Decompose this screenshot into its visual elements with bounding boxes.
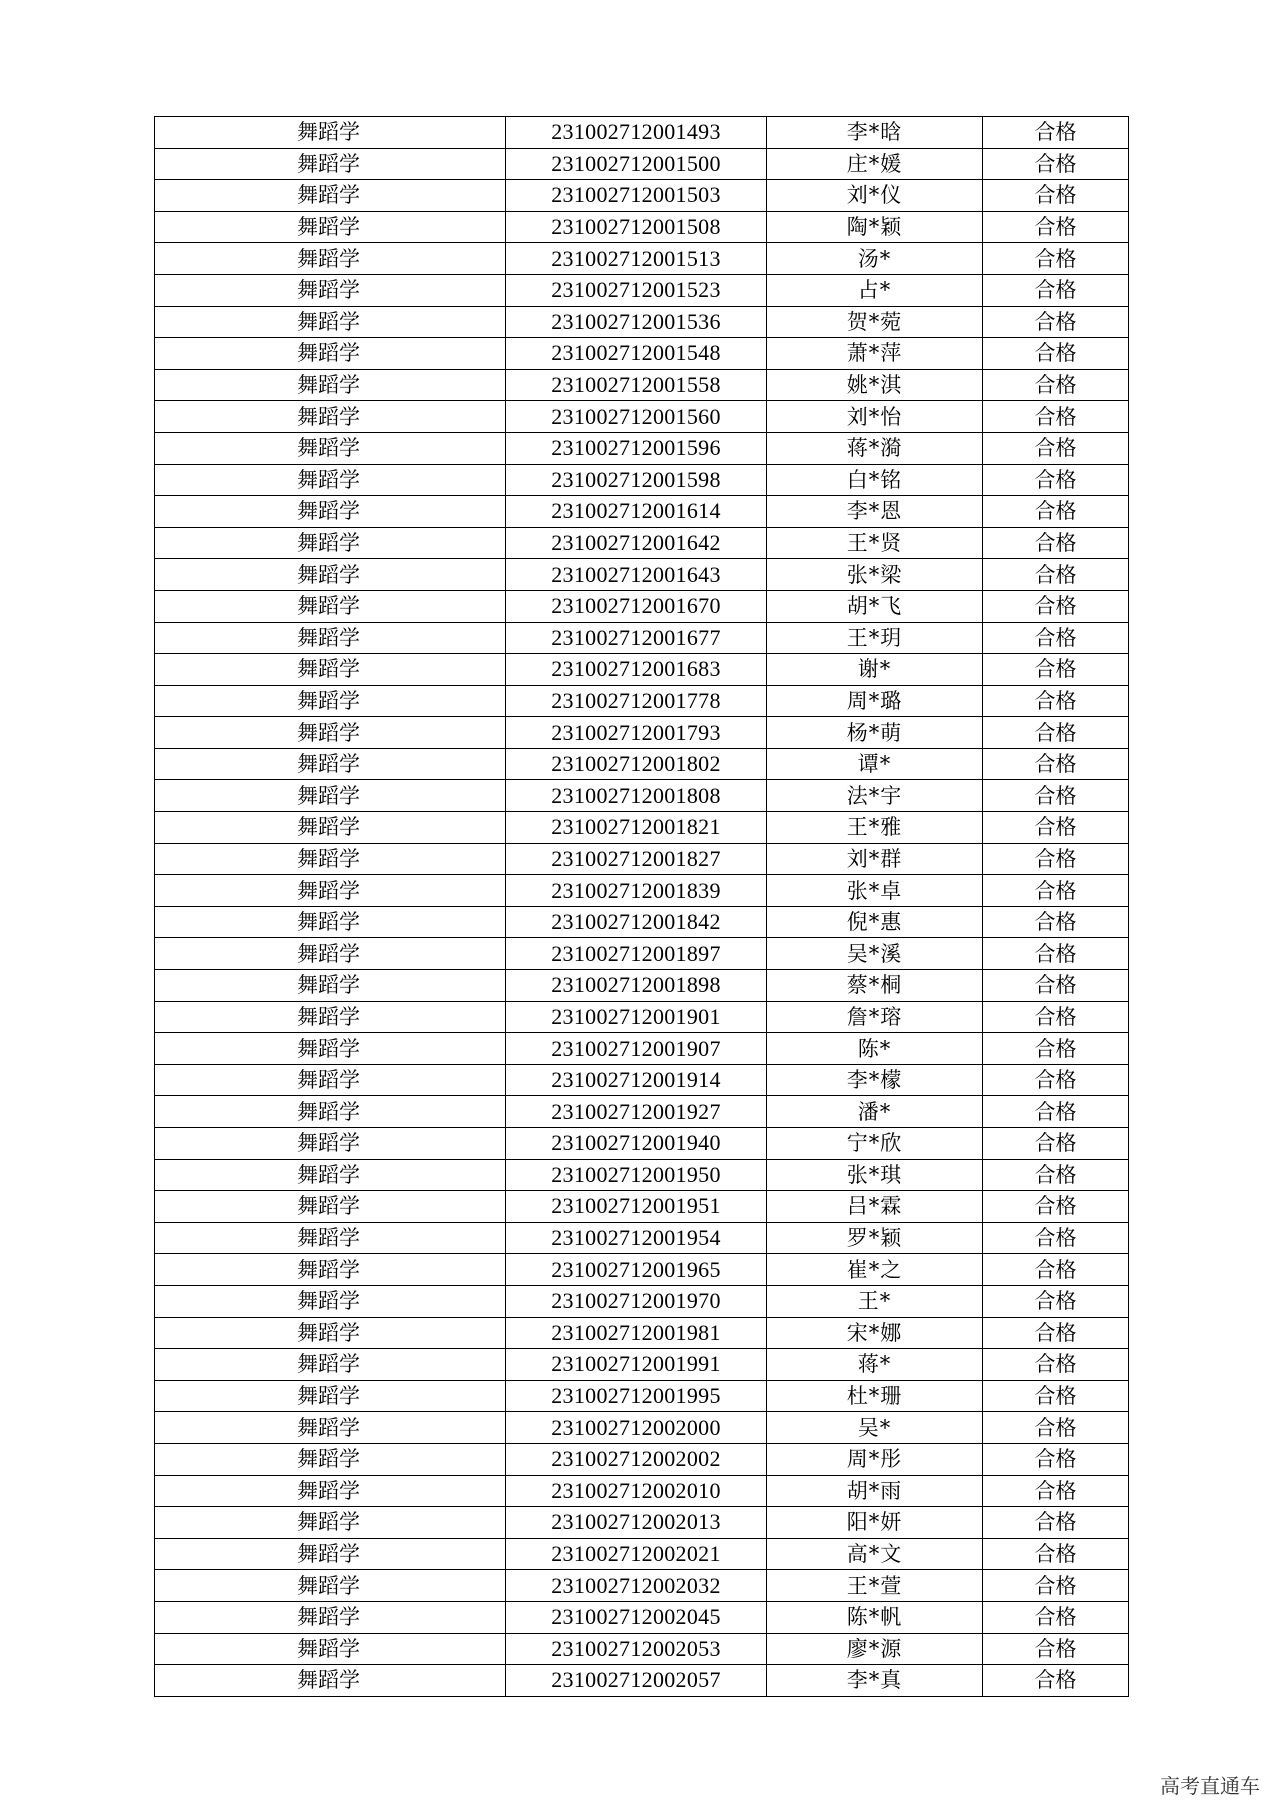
major-cell: 舞蹈学 <box>155 1191 506 1223</box>
candidate-name-cell: 陶*颖 <box>767 211 983 243</box>
candidate-id-cell: 231002712001683 <box>506 654 767 686</box>
result-cell: 合格 <box>983 369 1129 401</box>
candidate-name-cell: 张*梁 <box>767 559 983 591</box>
table-row <box>155 180 1129 212</box>
candidate-name-cell: 李*晗 <box>767 117 983 149</box>
result-cell: 合格 <box>983 875 1129 907</box>
table-row <box>155 590 1129 622</box>
result-cell: 合格 <box>983 1633 1129 1665</box>
candidate-name-cell: 刘*群 <box>767 843 983 875</box>
table-row <box>155 1064 1129 1096</box>
result-cell: 合格 <box>983 180 1129 212</box>
candidate-name-cell: 胡*飞 <box>767 590 983 622</box>
table-row <box>155 559 1129 591</box>
candidate-name-cell: 蒋* <box>767 1349 983 1381</box>
major-cell: 舞蹈学 <box>155 1064 506 1096</box>
result-cell: 合格 <box>983 1317 1129 1349</box>
result-cell: 合格 <box>983 401 1129 433</box>
result-cell: 合格 <box>983 717 1129 749</box>
result-cell: 合格 <box>983 1222 1129 1254</box>
table-row <box>155 812 1129 844</box>
table-row <box>155 432 1129 464</box>
candidate-name-cell: 贺*菀 <box>767 306 983 338</box>
major-cell: 舞蹈学 <box>155 432 506 464</box>
candidate-id-cell: 231002712001821 <box>506 812 767 844</box>
major-cell: 舞蹈学 <box>155 717 506 749</box>
table-row <box>155 401 1129 433</box>
major-cell: 舞蹈学 <box>155 527 506 559</box>
candidate-id-cell: 231002712001643 <box>506 559 767 591</box>
table-row <box>155 1601 1129 1633</box>
candidate-id-cell: 231002712001513 <box>506 243 767 275</box>
candidate-id-cell: 231002712002002 <box>506 1443 767 1475</box>
candidate-name-cell: 廖*源 <box>767 1633 983 1665</box>
table-row <box>155 1222 1129 1254</box>
candidate-name-cell: 王*玥 <box>767 622 983 654</box>
candidate-name-cell: 占* <box>767 274 983 306</box>
major-cell: 舞蹈学 <box>155 906 506 938</box>
table-row <box>155 1665 1129 1697</box>
candidate-id-cell: 231002712002000 <box>506 1412 767 1444</box>
major-cell: 舞蹈学 <box>155 1475 506 1507</box>
candidate-id-cell: 231002712001670 <box>506 590 767 622</box>
candidate-id-cell: 231002712001493 <box>506 117 767 149</box>
result-cell: 合格 <box>983 496 1129 528</box>
candidate-id-cell: 231002712001500 <box>506 148 767 180</box>
result-cell: 合格 <box>983 464 1129 496</box>
table-row <box>155 243 1129 275</box>
candidate-id-cell: 231002712001548 <box>506 338 767 370</box>
major-cell: 舞蹈学 <box>155 843 506 875</box>
major-cell: 舞蹈学 <box>155 1665 506 1697</box>
result-cell: 合格 <box>983 274 1129 306</box>
table-row <box>155 369 1129 401</box>
major-cell: 舞蹈学 <box>155 1412 506 1444</box>
candidate-id-cell: 231002712001839 <box>506 875 767 907</box>
table-row <box>155 148 1129 180</box>
major-cell: 舞蹈学 <box>155 1317 506 1349</box>
table-row <box>155 1033 1129 1065</box>
table-row <box>155 527 1129 559</box>
watermark-text: 高考直通车 <box>1160 1774 1260 1798</box>
table-row <box>155 717 1129 749</box>
major-cell: 舞蹈学 <box>155 654 506 686</box>
candidate-name-cell: 宋*娜 <box>767 1317 983 1349</box>
result-cell: 合格 <box>983 685 1129 717</box>
table-row <box>155 906 1129 938</box>
candidate-id-cell: 231002712001927 <box>506 1096 767 1128</box>
candidate-name-cell: 张*卓 <box>767 875 983 907</box>
table-row <box>155 211 1129 243</box>
candidate-name-cell: 罗*颖 <box>767 1222 983 1254</box>
major-cell: 舞蹈学 <box>155 1285 506 1317</box>
result-cell: 合格 <box>983 1443 1129 1475</box>
candidate-id-cell: 231002712002053 <box>506 1633 767 1665</box>
table-row <box>155 496 1129 528</box>
result-cell: 合格 <box>983 1033 1129 1065</box>
result-cell: 合格 <box>983 1380 1129 1412</box>
table-row <box>155 1159 1129 1191</box>
candidate-name-cell: 高*文 <box>767 1538 983 1570</box>
table-row <box>155 1254 1129 1286</box>
candidate-name-cell: 刘*怡 <box>767 401 983 433</box>
major-cell: 舞蹈学 <box>155 1001 506 1033</box>
major-cell: 舞蹈学 <box>155 1507 506 1539</box>
major-cell: 舞蹈学 <box>155 812 506 844</box>
result-cell: 合格 <box>983 148 1129 180</box>
table-row <box>155 654 1129 686</box>
result-cell: 合格 <box>983 1159 1129 1191</box>
candidate-name-cell: 李*恩 <box>767 496 983 528</box>
candidate-id-cell: 231002712001991 <box>506 1349 767 1381</box>
candidate-name-cell: 宁*欣 <box>767 1128 983 1160</box>
result-cell: 合格 <box>983 812 1129 844</box>
candidate-name-cell: 周*彤 <box>767 1443 983 1475</box>
major-cell: 舞蹈学 <box>155 780 506 812</box>
result-cell: 合格 <box>983 1254 1129 1286</box>
candidate-name-cell: 杨*萌 <box>767 717 983 749</box>
candidate-id-cell: 231002712001995 <box>506 1380 767 1412</box>
major-cell: 舞蹈学 <box>155 180 506 212</box>
candidate-id-cell: 231002712001842 <box>506 906 767 938</box>
major-cell: 舞蹈学 <box>155 1538 506 1570</box>
candidate-name-cell: 杜*珊 <box>767 1380 983 1412</box>
candidate-name-cell: 潘* <box>767 1096 983 1128</box>
candidate-id-cell: 231002712002045 <box>506 1601 767 1633</box>
candidate-id-cell: 231002712001793 <box>506 717 767 749</box>
major-cell: 舞蹈学 <box>155 1159 506 1191</box>
candidate-name-cell: 胡*雨 <box>767 1475 983 1507</box>
candidate-id-cell: 231002712002010 <box>506 1475 767 1507</box>
candidate-name-cell: 蒋*漪 <box>767 432 983 464</box>
candidate-name-cell: 阳*妍 <box>767 1507 983 1539</box>
candidate-name-cell: 李*真 <box>767 1665 983 1697</box>
candidate-id-cell: 231002712001598 <box>506 464 767 496</box>
candidate-name-cell: 吴*溪 <box>767 938 983 970</box>
major-cell: 舞蹈学 <box>155 559 506 591</box>
candidate-name-cell: 王* <box>767 1285 983 1317</box>
candidate-id-cell: 231002712002032 <box>506 1570 767 1602</box>
result-cell: 合格 <box>983 970 1129 1002</box>
candidate-name-cell: 王*贤 <box>767 527 983 559</box>
candidate-id-cell: 231002712001614 <box>506 496 767 528</box>
major-cell: 舞蹈学 <box>155 590 506 622</box>
candidate-id-cell: 231002712001970 <box>506 1285 767 1317</box>
candidate-id-cell: 231002712001677 <box>506 622 767 654</box>
major-cell: 舞蹈学 <box>155 274 506 306</box>
major-cell: 舞蹈学 <box>155 1096 506 1128</box>
candidate-id-cell: 231002712001897 <box>506 938 767 970</box>
result-cell: 合格 <box>983 843 1129 875</box>
table-row <box>155 843 1129 875</box>
table-row <box>155 117 1129 149</box>
result-cell: 合格 <box>983 906 1129 938</box>
table-row <box>155 1128 1129 1160</box>
result-cell: 合格 <box>983 243 1129 275</box>
candidate-id-cell: 231002712001778 <box>506 685 767 717</box>
candidate-name-cell: 刘*仪 <box>767 180 983 212</box>
result-cell: 合格 <box>983 590 1129 622</box>
major-cell: 舞蹈学 <box>155 748 506 780</box>
result-cell: 合格 <box>983 1128 1129 1160</box>
major-cell: 舞蹈学 <box>155 464 506 496</box>
result-cell: 合格 <box>983 1349 1129 1381</box>
candidate-id-cell: 231002712001940 <box>506 1128 767 1160</box>
table-row <box>155 1285 1129 1317</box>
table-row <box>155 1001 1129 1033</box>
candidate-id-cell: 231002712001802 <box>506 748 767 780</box>
major-cell: 舞蹈学 <box>155 306 506 338</box>
major-cell: 舞蹈学 <box>155 211 506 243</box>
major-cell: 舞蹈学 <box>155 875 506 907</box>
candidate-name-cell: 詹*瑢 <box>767 1001 983 1033</box>
major-cell: 舞蹈学 <box>155 1601 506 1633</box>
result-cell: 合格 <box>983 211 1129 243</box>
major-cell: 舞蹈学 <box>155 496 506 528</box>
candidate-id-cell: 231002712001981 <box>506 1317 767 1349</box>
candidate-name-cell: 谭* <box>767 748 983 780</box>
result-cell: 合格 <box>983 654 1129 686</box>
table-row <box>155 1096 1129 1128</box>
table-row <box>155 1475 1129 1507</box>
candidate-id-cell: 231002712001560 <box>506 401 767 433</box>
candidate-name-cell: 吴* <box>767 1412 983 1444</box>
candidate-name-cell: 法*宇 <box>767 780 983 812</box>
result-cell: 合格 <box>983 559 1129 591</box>
table-row <box>155 1633 1129 1665</box>
major-cell: 舞蹈学 <box>155 1254 506 1286</box>
major-cell: 舞蹈学 <box>155 1128 506 1160</box>
candidate-id-cell: 231002712001898 <box>506 970 767 1002</box>
candidate-name-cell: 张*琪 <box>767 1159 983 1191</box>
result-cell: 合格 <box>983 1096 1129 1128</box>
result-cell: 合格 <box>983 1601 1129 1633</box>
major-cell: 舞蹈学 <box>155 622 506 654</box>
major-cell: 舞蹈学 <box>155 1633 506 1665</box>
candidate-id-cell: 231002712001523 <box>506 274 767 306</box>
table-row <box>155 780 1129 812</box>
candidate-id-cell: 231002712001558 <box>506 369 767 401</box>
candidate-id-cell: 231002712001954 <box>506 1222 767 1254</box>
candidate-name-cell: 陈*帆 <box>767 1601 983 1633</box>
major-cell: 舞蹈学 <box>155 369 506 401</box>
candidate-id-cell: 231002712001914 <box>506 1064 767 1096</box>
results-table-body <box>155 117 1129 1697</box>
result-cell: 合格 <box>983 1285 1129 1317</box>
table-row <box>155 685 1129 717</box>
candidate-id-cell: 231002712001907 <box>506 1033 767 1065</box>
result-cell: 合格 <box>983 306 1129 338</box>
candidate-id-cell: 231002712001901 <box>506 1001 767 1033</box>
result-cell: 合格 <box>983 622 1129 654</box>
major-cell: 舞蹈学 <box>155 338 506 370</box>
candidate-id-cell: 231002712001508 <box>506 211 767 243</box>
table-row <box>155 1570 1129 1602</box>
candidate-id-cell: 231002712001827 <box>506 843 767 875</box>
table-row <box>155 1380 1129 1412</box>
major-cell: 舞蹈学 <box>155 1380 506 1412</box>
candidate-name-cell: 吕*霖 <box>767 1191 983 1223</box>
candidate-id-cell: 231002712001950 <box>506 1159 767 1191</box>
candidate-id-cell: 231002712001808 <box>506 780 767 812</box>
candidate-name-cell: 萧*萍 <box>767 338 983 370</box>
major-cell: 舞蹈学 <box>155 938 506 970</box>
major-cell: 舞蹈学 <box>155 243 506 275</box>
candidate-id-cell: 231002712002013 <box>506 1507 767 1539</box>
candidate-id-cell: 231002712002057 <box>506 1665 767 1697</box>
table-row <box>155 1443 1129 1475</box>
result-cell: 合格 <box>983 1570 1129 1602</box>
table-row <box>155 875 1129 907</box>
candidate-id-cell: 231002712001965 <box>506 1254 767 1286</box>
result-cell: 合格 <box>983 1475 1129 1507</box>
result-cell: 合格 <box>983 432 1129 464</box>
table-row <box>155 274 1129 306</box>
major-cell: 舞蹈学 <box>155 401 506 433</box>
table-row <box>155 622 1129 654</box>
candidate-name-cell: 庄*媛 <box>767 148 983 180</box>
result-cell: 合格 <box>983 1412 1129 1444</box>
result-cell: 合格 <box>983 527 1129 559</box>
table-row <box>155 1349 1129 1381</box>
table-row <box>155 1507 1129 1539</box>
table-row <box>155 306 1129 338</box>
table-row <box>155 338 1129 370</box>
candidate-name-cell: 姚*淇 <box>767 369 983 401</box>
candidate-name-cell: 谢* <box>767 654 983 686</box>
major-cell: 舞蹈学 <box>155 1443 506 1475</box>
major-cell: 舞蹈学 <box>155 1222 506 1254</box>
table-row <box>155 938 1129 970</box>
major-cell: 舞蹈学 <box>155 1033 506 1065</box>
results-table <box>154 116 1129 1697</box>
table-row <box>155 1538 1129 1570</box>
table-row <box>155 1317 1129 1349</box>
result-cell: 合格 <box>983 1064 1129 1096</box>
result-cell: 合格 <box>983 1507 1129 1539</box>
candidate-name-cell: 白*铭 <box>767 464 983 496</box>
result-cell: 合格 <box>983 338 1129 370</box>
candidate-id-cell: 231002712001596 <box>506 432 767 464</box>
result-cell: 合格 <box>983 1191 1129 1223</box>
major-cell: 舞蹈学 <box>155 148 506 180</box>
major-cell: 舞蹈学 <box>155 1349 506 1381</box>
major-cell: 舞蹈学 <box>155 685 506 717</box>
candidate-id-cell: 231002712002021 <box>506 1538 767 1570</box>
table-row <box>155 748 1129 780</box>
result-cell: 合格 <box>983 780 1129 812</box>
result-cell: 合格 <box>983 1665 1129 1697</box>
candidate-id-cell: 231002712001642 <box>506 527 767 559</box>
candidate-name-cell: 倪*惠 <box>767 906 983 938</box>
result-cell: 合格 <box>983 748 1129 780</box>
candidate-name-cell: 陈* <box>767 1033 983 1065</box>
candidate-name-cell: 李*檬 <box>767 1064 983 1096</box>
candidate-name-cell: 崔*之 <box>767 1254 983 1286</box>
major-cell: 舞蹈学 <box>155 117 506 149</box>
candidate-name-cell: 周*璐 <box>767 685 983 717</box>
table-row <box>155 464 1129 496</box>
result-cell: 合格 <box>983 1538 1129 1570</box>
major-cell: 舞蹈学 <box>155 1570 506 1602</box>
candidate-id-cell: 231002712001951 <box>506 1191 767 1223</box>
table-row <box>155 1191 1129 1223</box>
major-cell: 舞蹈学 <box>155 970 506 1002</box>
candidate-name-cell: 王*萱 <box>767 1570 983 1602</box>
candidate-name-cell: 王*雅 <box>767 812 983 844</box>
table-row <box>155 1412 1129 1444</box>
table-row <box>155 970 1129 1002</box>
candidate-name-cell: 蔡*桐 <box>767 970 983 1002</box>
candidate-id-cell: 231002712001503 <box>506 180 767 212</box>
result-cell: 合格 <box>983 117 1129 149</box>
candidate-name-cell: 汤* <box>767 243 983 275</box>
result-cell: 合格 <box>983 938 1129 970</box>
candidate-id-cell: 231002712001536 <box>506 306 767 338</box>
result-cell: 合格 <box>983 1001 1129 1033</box>
